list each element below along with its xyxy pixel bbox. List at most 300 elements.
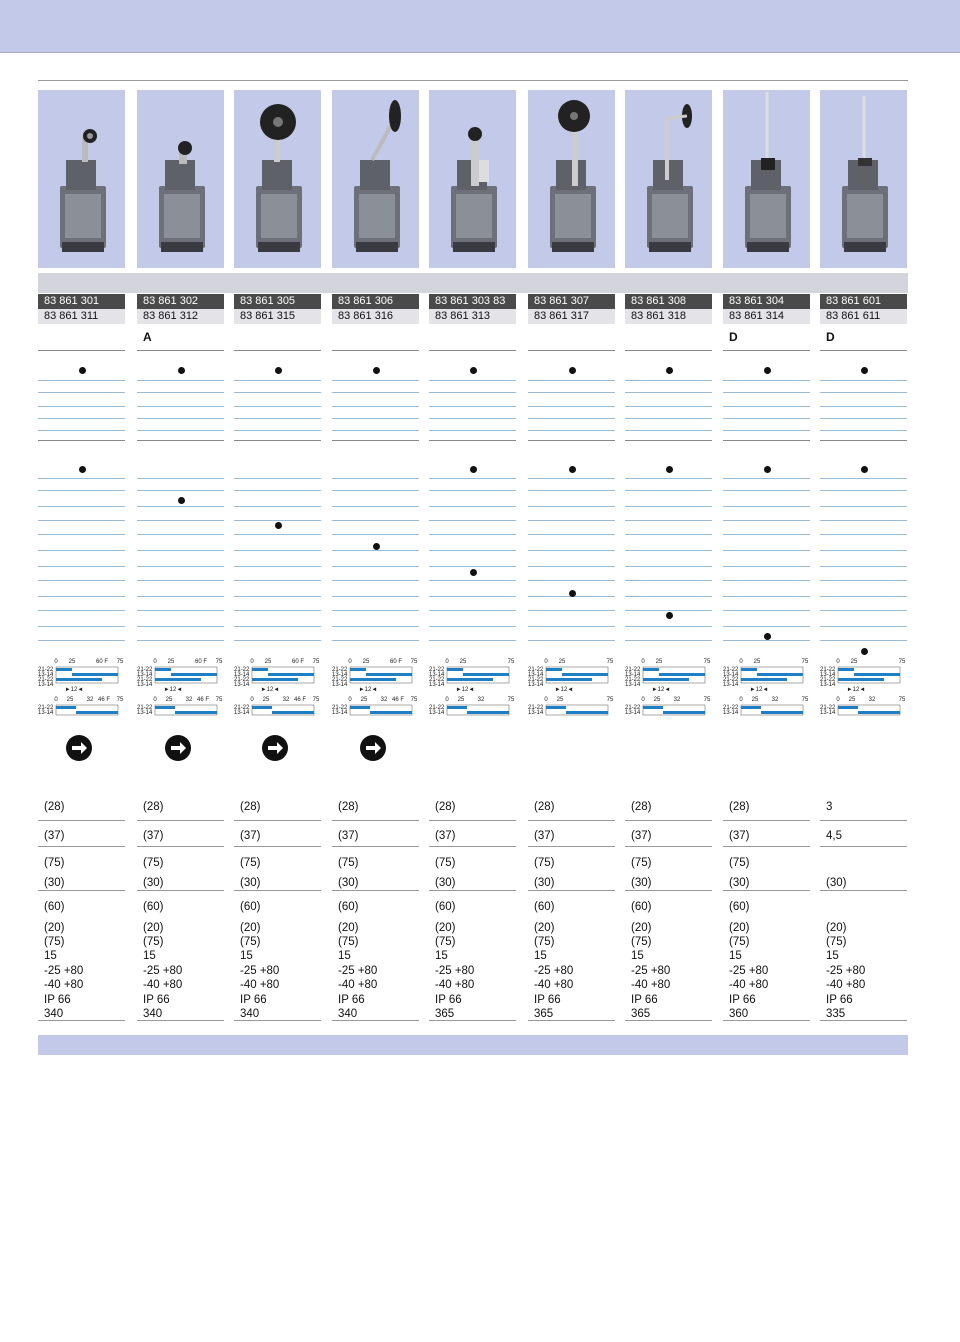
row-divider bbox=[723, 580, 810, 581]
contact-label: 21-22 bbox=[820, 667, 836, 673]
spec-value: (30) bbox=[729, 877, 750, 889]
row-divider bbox=[625, 566, 712, 567]
row-divider bbox=[234, 520, 321, 521]
row-divider bbox=[332, 520, 419, 521]
scale-label-bottom: 25 bbox=[653, 697, 661, 703]
spec-value: (75) bbox=[143, 936, 164, 948]
row-divider bbox=[820, 350, 907, 351]
selection-dot bbox=[275, 367, 282, 374]
spec-value: (20) bbox=[143, 922, 164, 934]
row-divider bbox=[820, 820, 907, 821]
contact-label: 21-22 bbox=[820, 677, 836, 683]
limit-switch-photo bbox=[38, 90, 125, 268]
spec-value: (28) bbox=[44, 801, 65, 813]
scale-label-top: 0 bbox=[544, 659, 548, 665]
gap-label: ►12◄ bbox=[846, 687, 866, 693]
row-divider bbox=[429, 534, 516, 535]
product-photo bbox=[723, 90, 810, 268]
row-divider bbox=[528, 640, 615, 641]
row-divider bbox=[528, 380, 615, 381]
row-divider bbox=[723, 350, 810, 351]
row-divider bbox=[820, 418, 907, 419]
row-divider bbox=[234, 890, 321, 891]
row-divider bbox=[528, 392, 615, 393]
spec-value: (30) bbox=[240, 877, 261, 889]
row-divider bbox=[625, 846, 712, 847]
selection-dot bbox=[666, 612, 673, 619]
spec-value: (37) bbox=[240, 830, 261, 842]
row-divider bbox=[820, 890, 907, 891]
row-divider bbox=[38, 490, 125, 491]
row-divider bbox=[625, 350, 712, 351]
spec-value: (75) bbox=[44, 936, 65, 948]
spec-value: (28) bbox=[631, 801, 652, 813]
gap-label: ►12◄ bbox=[358, 687, 378, 693]
row-divider bbox=[38, 380, 125, 381]
spec-value: 15 bbox=[826, 950, 839, 962]
row-divider bbox=[820, 490, 907, 491]
scale-label-bottom: 0 bbox=[445, 697, 449, 703]
row-divider bbox=[332, 626, 419, 627]
row-divider bbox=[723, 534, 810, 535]
spec-value: 360 bbox=[729, 1008, 749, 1020]
row-divider bbox=[528, 890, 615, 891]
row-divider bbox=[625, 430, 712, 431]
row-divider bbox=[137, 406, 224, 407]
arrow-icon bbox=[262, 735, 288, 761]
scale-label-top: 0 bbox=[54, 659, 58, 665]
row-divider bbox=[820, 478, 907, 479]
article-number-secondary: 83 861 313 bbox=[429, 309, 516, 324]
product-photo bbox=[820, 90, 907, 268]
row-divider bbox=[625, 520, 712, 521]
contact-label: 13-14 bbox=[137, 672, 153, 678]
article-number-primary: 83 861 601 bbox=[820, 294, 907, 309]
contact-label: 13-14 bbox=[625, 682, 641, 688]
scale-label-top: 60 F bbox=[389, 659, 403, 665]
scale-label-top: 75 bbox=[312, 659, 320, 665]
article-number-primary: 83 861 303 83 bbox=[429, 294, 516, 309]
contact-label: 13-14 bbox=[38, 672, 54, 678]
selection-dot bbox=[373, 367, 380, 374]
contact-label: 13-14 bbox=[820, 672, 836, 678]
scale-label-bottom: 0 bbox=[54, 697, 58, 703]
spec-value: (60) bbox=[631, 901, 652, 913]
spec-value: (28) bbox=[240, 801, 261, 813]
row-divider bbox=[234, 580, 321, 581]
contact-label: 13-14 bbox=[429, 682, 445, 688]
limit-switch-photo bbox=[137, 90, 224, 268]
row-divider bbox=[38, 846, 125, 847]
spec-value: (20) bbox=[729, 922, 750, 934]
code-strip-background bbox=[38, 273, 908, 293]
row-divider bbox=[625, 534, 712, 535]
row-divider bbox=[723, 392, 810, 393]
row-divider bbox=[332, 550, 419, 551]
spec-value: IP 66 bbox=[534, 994, 561, 1006]
row-divider bbox=[137, 534, 224, 535]
selection-dot bbox=[79, 466, 86, 473]
spec-value: (75) bbox=[826, 936, 847, 948]
spec-value: 15 bbox=[143, 950, 156, 962]
spec-value: (30) bbox=[631, 877, 652, 889]
row-divider bbox=[38, 596, 125, 597]
contact-label: 21-22 bbox=[137, 667, 153, 673]
row-divider bbox=[723, 430, 810, 431]
spec-value: (37) bbox=[44, 830, 65, 842]
row-divider bbox=[528, 406, 615, 407]
spec-value: (60) bbox=[240, 901, 261, 913]
contact-label: 21-22 bbox=[38, 677, 54, 683]
contact-label: 13-14 bbox=[723, 672, 739, 678]
scale-label-bottom: 0 bbox=[250, 697, 254, 703]
spec-value: IP 66 bbox=[338, 994, 365, 1006]
article-number-secondary: 83 861 311 bbox=[38, 309, 125, 324]
spec-value: (60) bbox=[143, 901, 164, 913]
contact-label: 21-22 bbox=[429, 705, 445, 711]
row-divider bbox=[625, 550, 712, 551]
row-divider bbox=[820, 580, 907, 581]
contact-label: 21-22 bbox=[528, 677, 544, 683]
spec-value: (20) bbox=[631, 922, 652, 934]
article-number-secondary: 83 861 314 bbox=[723, 309, 810, 324]
scale-label-bottom: 32 bbox=[185, 697, 193, 703]
scale-label-top: 0 bbox=[250, 659, 254, 665]
arrow-icon bbox=[66, 735, 92, 761]
contact-label: 13-14 bbox=[137, 682, 153, 688]
switching-diagram-container bbox=[528, 655, 615, 715]
scale-label-bottom: 25 bbox=[848, 697, 856, 703]
product-photo bbox=[137, 90, 224, 268]
row-divider bbox=[137, 610, 224, 611]
row-divider bbox=[234, 534, 321, 535]
row-divider bbox=[137, 596, 224, 597]
scale-label-bottom: 32 bbox=[86, 697, 94, 703]
scale-label-bottom: 32 bbox=[868, 697, 876, 703]
selection-dot bbox=[79, 367, 86, 374]
row-divider bbox=[38, 820, 125, 821]
row-divider bbox=[137, 478, 224, 479]
row-divider bbox=[429, 478, 516, 479]
contact-label: 21-22 bbox=[38, 705, 54, 711]
article-number-primary: 83 861 304 bbox=[723, 294, 810, 309]
spec-value: IP 66 bbox=[44, 994, 71, 1006]
row-divider bbox=[38, 506, 125, 507]
row-divider bbox=[723, 478, 810, 479]
row-divider bbox=[429, 580, 516, 581]
row-divider bbox=[625, 820, 712, 821]
spec-value: -25 +80 bbox=[143, 965, 183, 977]
row-divider bbox=[38, 550, 125, 551]
scale-label-bottom: 25 bbox=[457, 697, 465, 703]
row-divider bbox=[332, 418, 419, 419]
scale-label-bottom: 75 bbox=[606, 697, 614, 703]
row-divider bbox=[429, 506, 516, 507]
spec-value: (75) bbox=[240, 936, 261, 948]
row-divider bbox=[137, 550, 224, 551]
article-number-primary: 83 861 301 bbox=[38, 294, 125, 309]
row-divider bbox=[820, 640, 907, 641]
limit-switch-photo bbox=[625, 90, 712, 268]
spec-value: (30) bbox=[435, 877, 456, 889]
row-divider bbox=[332, 534, 419, 535]
row-divider bbox=[38, 418, 125, 419]
scale-label-bottom: 75 bbox=[410, 697, 418, 703]
scale-label-bottom: 75 bbox=[898, 697, 906, 703]
row-divider bbox=[234, 596, 321, 597]
spec-value: -25 +80 bbox=[534, 965, 574, 977]
row-divider bbox=[820, 520, 907, 521]
selection-dot bbox=[764, 633, 771, 640]
row-divider bbox=[234, 392, 321, 393]
spec-value: IP 66 bbox=[143, 994, 170, 1006]
row-divider bbox=[625, 506, 712, 507]
scale-label-top: 25 bbox=[68, 659, 76, 665]
contact-label: 21-22 bbox=[234, 667, 250, 673]
row-divider bbox=[137, 490, 224, 491]
row-divider bbox=[820, 506, 907, 507]
scale-label-bottom: 0 bbox=[153, 697, 157, 703]
spec-value: (75) bbox=[240, 857, 261, 869]
scale-label-bottom: 0 bbox=[544, 697, 548, 703]
spec-value: -25 +80 bbox=[338, 965, 378, 977]
contact-label: 21-22 bbox=[234, 705, 250, 711]
row-divider bbox=[528, 534, 615, 535]
spec-value: (37) bbox=[729, 830, 750, 842]
spec-value: (20) bbox=[240, 922, 261, 934]
row-divider bbox=[429, 626, 516, 627]
row-divider bbox=[723, 846, 810, 847]
row-divider bbox=[234, 640, 321, 641]
row-divider bbox=[332, 380, 419, 381]
spec-value: 15 bbox=[338, 950, 351, 962]
row-divider bbox=[429, 846, 516, 847]
row-divider bbox=[528, 610, 615, 611]
contact-label: 13-14 bbox=[528, 710, 544, 716]
selection-dot bbox=[861, 367, 868, 374]
scale-label-top: 75 bbox=[410, 659, 418, 665]
spec-value: (75) bbox=[534, 857, 555, 869]
spec-value: (30) bbox=[338, 877, 359, 889]
spec-value: -40 +80 bbox=[44, 979, 84, 991]
selection-dot bbox=[569, 466, 576, 473]
switching-diagram-container bbox=[332, 655, 419, 715]
spec-value: 340 bbox=[143, 1008, 163, 1020]
row-divider bbox=[625, 418, 712, 419]
article-number-primary: 83 861 308 bbox=[625, 294, 712, 309]
row-divider bbox=[38, 406, 125, 407]
contact-label: 21-22 bbox=[429, 667, 445, 673]
gap-label: ►12◄ bbox=[749, 687, 769, 693]
gap-label: ►12◄ bbox=[554, 687, 574, 693]
scale-label-bottom: 32 bbox=[380, 697, 388, 703]
contact-label: 21-22 bbox=[723, 705, 739, 711]
row-divider bbox=[723, 490, 810, 491]
row-divider bbox=[723, 626, 810, 627]
spec-value: (75) bbox=[338, 936, 359, 948]
row-divider bbox=[820, 440, 907, 441]
contact-label: 13-14 bbox=[625, 672, 641, 678]
row-divider bbox=[528, 490, 615, 491]
spec-value: (37) bbox=[338, 830, 359, 842]
contact-label: 13-14 bbox=[528, 682, 544, 688]
contact-label: 13-14 bbox=[820, 710, 836, 716]
row-divider bbox=[38, 610, 125, 611]
spec-value: 365 bbox=[534, 1008, 554, 1020]
selection-dot bbox=[569, 590, 576, 597]
spec-value: -25 +80 bbox=[826, 965, 866, 977]
contact-label: 13-14 bbox=[332, 710, 348, 716]
row-divider bbox=[625, 626, 712, 627]
switching-diagram-container bbox=[625, 655, 712, 715]
row-divider bbox=[332, 506, 419, 507]
article-number-secondary: 83 861 312 bbox=[137, 309, 224, 324]
contact-label: 13-14 bbox=[234, 682, 250, 688]
selection-dot bbox=[470, 367, 477, 374]
spec-value: -40 +80 bbox=[240, 979, 280, 991]
row-divider bbox=[234, 406, 321, 407]
scale-label-bottom: 46 F bbox=[97, 697, 111, 703]
spec-value: -25 +80 bbox=[240, 965, 280, 977]
spec-value: 3 bbox=[826, 801, 833, 813]
scale-label-top: 75 bbox=[801, 659, 809, 665]
scale-label-top: 25 bbox=[655, 659, 663, 665]
scale-label-bottom: 46 F bbox=[196, 697, 210, 703]
scale-label-top: 60 F bbox=[95, 659, 109, 665]
contact-label: 21-22 bbox=[137, 677, 153, 683]
row-divider bbox=[723, 406, 810, 407]
row-divider bbox=[332, 392, 419, 393]
scale-label-top: 0 bbox=[739, 659, 743, 665]
spec-value: (75) bbox=[631, 857, 652, 869]
contact-label: 21-22 bbox=[332, 705, 348, 711]
row-divider bbox=[429, 430, 516, 431]
gap-label: ►12◄ bbox=[64, 687, 84, 693]
selection-dot bbox=[178, 497, 185, 504]
spec-value: -25 +80 bbox=[44, 965, 84, 977]
row-divider bbox=[38, 430, 125, 431]
contact-label: 21-22 bbox=[137, 705, 153, 711]
scale-label-top: 25 bbox=[459, 659, 467, 665]
selection-dot bbox=[764, 367, 771, 374]
contact-label: 21-22 bbox=[723, 667, 739, 673]
row-divider bbox=[723, 566, 810, 567]
contact-label: 13-14 bbox=[429, 710, 445, 716]
spec-value: (75) bbox=[729, 857, 750, 869]
product-photo bbox=[625, 90, 712, 268]
row-divider bbox=[332, 610, 419, 611]
row-divider bbox=[38, 890, 125, 891]
spec-value: (37) bbox=[435, 830, 456, 842]
selection-dot bbox=[764, 466, 771, 473]
scale-label-top: 0 bbox=[153, 659, 157, 665]
contact-label: 13-14 bbox=[38, 710, 54, 716]
row-divider bbox=[625, 610, 712, 611]
spec-value: (75) bbox=[44, 857, 65, 869]
scale-label-bottom: 25 bbox=[556, 697, 564, 703]
contact-label: 21-22 bbox=[820, 705, 836, 711]
row-divider bbox=[429, 890, 516, 891]
row-divider bbox=[137, 418, 224, 419]
row-divider bbox=[820, 596, 907, 597]
scale-label-bottom: 75 bbox=[215, 697, 223, 703]
spec-value: (60) bbox=[44, 901, 65, 913]
switching-diagram bbox=[38, 655, 125, 725]
contact-label: 21-22 bbox=[723, 677, 739, 683]
row-divider bbox=[234, 430, 321, 431]
scale-label-top: 75 bbox=[116, 659, 124, 665]
switching-diagram bbox=[625, 655, 712, 725]
row-divider bbox=[723, 610, 810, 611]
spec-value: (20) bbox=[534, 922, 555, 934]
article-number-primary: 83 861 302 bbox=[137, 294, 224, 309]
scale-label-top: 25 bbox=[167, 659, 175, 665]
product-photo bbox=[429, 90, 516, 268]
row-divider bbox=[528, 626, 615, 627]
row-divider bbox=[332, 566, 419, 567]
selection-dot bbox=[275, 522, 282, 529]
row-divider bbox=[332, 490, 419, 491]
row-divider bbox=[137, 820, 224, 821]
spec-value: -40 +80 bbox=[631, 979, 671, 991]
spec-value: 15 bbox=[240, 950, 253, 962]
row-divider bbox=[38, 534, 125, 535]
scale-label-top: 25 bbox=[850, 659, 858, 665]
row-divider bbox=[137, 890, 224, 891]
scale-label-bottom: 75 bbox=[801, 697, 809, 703]
row-divider bbox=[820, 534, 907, 535]
row-divider bbox=[723, 596, 810, 597]
row-divider bbox=[820, 610, 907, 611]
contact-label: 13-14 bbox=[429, 672, 445, 678]
scale-label-top: 0 bbox=[348, 659, 352, 665]
scale-label-bottom: 75 bbox=[312, 697, 320, 703]
spec-value: (75) bbox=[435, 857, 456, 869]
row-divider bbox=[528, 820, 615, 821]
contact-label: 13-14 bbox=[528, 672, 544, 678]
spec-value: 15 bbox=[729, 950, 742, 962]
article-number-primary: 83 861 306 bbox=[332, 294, 419, 309]
row-divider bbox=[528, 350, 615, 351]
spec-value: (37) bbox=[143, 830, 164, 842]
scale-label-top: 75 bbox=[898, 659, 906, 665]
row-divider bbox=[38, 392, 125, 393]
scale-label-bottom: 25 bbox=[751, 697, 759, 703]
row-divider bbox=[723, 520, 810, 521]
row-divider bbox=[234, 820, 321, 821]
spec-value: IP 66 bbox=[631, 994, 658, 1006]
spec-value: (30) bbox=[44, 877, 65, 889]
product-photo bbox=[234, 90, 321, 268]
contact-label: 13-14 bbox=[38, 682, 54, 688]
variant-letter: D bbox=[729, 330, 738, 344]
spec-value: (28) bbox=[338, 801, 359, 813]
scale-label-top: 75 bbox=[606, 659, 614, 665]
row-divider bbox=[38, 566, 125, 567]
row-divider bbox=[528, 520, 615, 521]
spec-value: (28) bbox=[435, 801, 456, 813]
row-divider bbox=[137, 846, 224, 847]
spec-value: (60) bbox=[435, 901, 456, 913]
row-divider bbox=[429, 490, 516, 491]
scale-label-top: 25 bbox=[362, 659, 370, 665]
contact-label: 13-14 bbox=[820, 682, 836, 688]
scale-label-bottom: 32 bbox=[771, 697, 779, 703]
switching-diagram-container bbox=[137, 655, 224, 715]
row-divider bbox=[429, 566, 516, 567]
row-divider bbox=[820, 566, 907, 567]
spec-value: (20) bbox=[826, 922, 847, 934]
